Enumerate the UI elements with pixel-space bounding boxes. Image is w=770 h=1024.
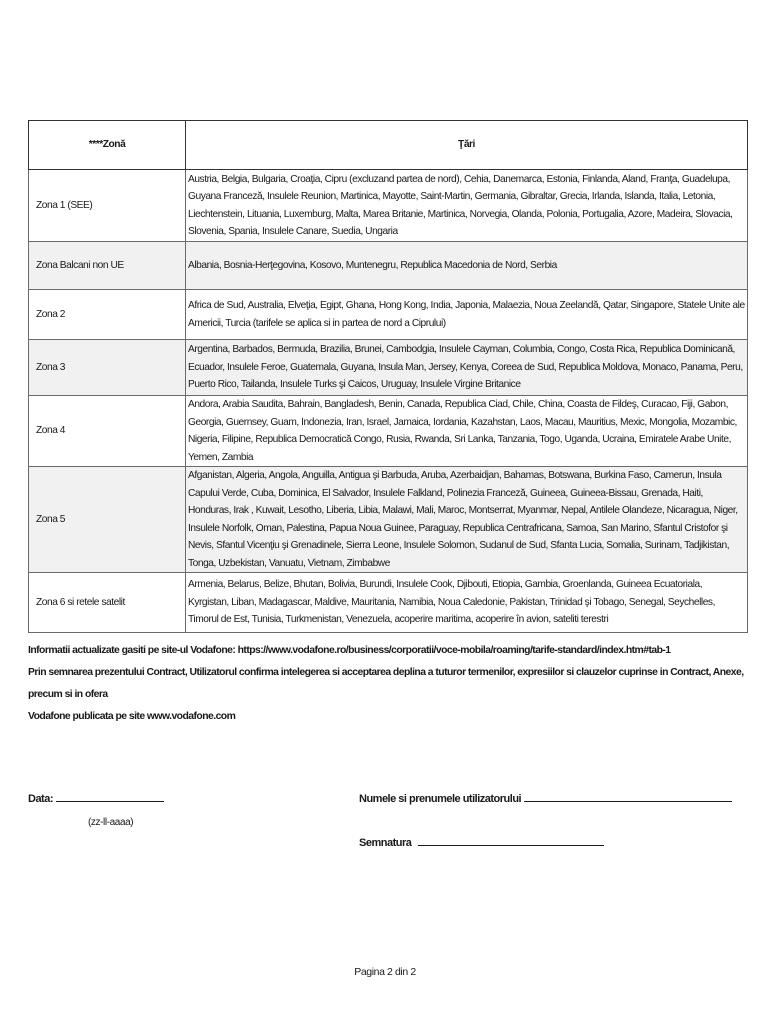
zone-cell: Zona 2 — [29, 290, 186, 340]
signature-field — [359, 836, 604, 849]
countries-cell: Andora, Arabia Saudita, Bahrain, Bangladesh, Benin, Canada, Republica Ciad, Chile, China, Coasta de Fildeş, Curacao, Fiji, Gabon, Georgia, Guernsey, Guam, Indonezia, Iran, Israel, Jamaica, Iordania, Kazahstan, Laos, Macau, Mauritius, Mexic, Mongolia, Mozambic, Nigeria, Filipine, Republica Democratică Congo, Rusia, Rwanda, Sri Lanka, Tanzania, Togo, Uganda, Ucraina, Emiratele Arabe Unite, Yemen, Zambia — [186, 396, 748, 467]
zone-cell: Zona 1 (SEE) — [29, 170, 186, 242]
roaming-zones-table — [28, 120, 748, 633]
date-line — [56, 792, 164, 802]
countries-cell: Armenia, Belarus, Belize, Bhutan, Bolivia, Burundi, Insulele Cook, Djibouti, Etiopia, Gambia, Groenlanda, Guineea Ecuatoriala, Kyrgistan, Liban, Madagascar, Maldive, Mauritania, Namibia, Noua Caledonie, Pakistan, Trinidad şi Tobago, Senegal, Seychelles, Timorul de Est, Tunisia, Turkmenistan, Venezuela, acoperire maritima, acoperire în avion, sateliti terestri — [186, 573, 748, 633]
zone-cell: Zona 5 — [29, 467, 186, 573]
info-line-consent: Prin semnarea prezentului Contract, Utilizatorul confirma intelegerea si acceptarea deplina a tuturor termenilor, expresiilor si clauzelor cuprinse in Contract, Anexe, precum si in ofera — [28, 667, 744, 700]
zone-cell: Zona 6 si retele satelit — [29, 573, 186, 633]
date-field — [28, 792, 164, 805]
table-header-row — [29, 121, 748, 170]
zone-cell: Zona 4 — [29, 396, 186, 467]
date-label: Data: — [28, 793, 54, 805]
table-row — [29, 170, 748, 242]
zone-cell: Zona 3 — [29, 340, 186, 396]
countries-cell: Austria, Belgia, Bulgaria, Croaţia, Cipru (excluzand partea de nord), Cehia, Danemarca, Estonia, Finlanda, Aland, Franţa, Guadelupa, Guyana Franceză, Insulele Reunion, Martinica, Mayotte, Saint-Martin, Germania, Gibraltar, Grecia, Irlanda, Islanda, Italia, Letonia, Liechtenstein, Lituania, Luxemburg, Malta, Marea Britanie, Martinica, Norvegia, Olanda, Polonia, Portugalia, Azore, Madeira, Slovacia, Slovenia, Spania, Insulele Canare, Suedia, Ungaria — [186, 170, 748, 242]
table-row — [29, 396, 748, 467]
name-label: Numele si prenumele utilizatorului — [359, 793, 522, 805]
zone-cell: Zona Balcani non UE — [29, 242, 186, 290]
name-field — [359, 792, 732, 805]
info-line-site: Vodafone publicata pe site www.vodafone.com — [28, 711, 236, 722]
zone-column-header: ****Zonă — [29, 121, 186, 170]
countries-cell: Albania, Bosnia-Herţegovina, Kosovo, Muntenegru, Republica Macedonia de Nord, Serbia — [186, 242, 748, 290]
countries-cell: Afganistan, Algeria, Angola, Anguilla, Antigua şi Barbuda, Aruba, Azerbaidjan, Bahamas, Botswana, Burkina Faso, Camerun, Insula Capului Verde, Cuba, Dominica, El Salvador, Insulele Falkland, Polinezia Franceză, Guineea, Guineea-Bissau, Grenada, Haiti, Honduras, Irak , Kuwait, Lesotho, Liberia, Libia, Malawi, Mali, Maroc, Montserrat, Myanmar, Nepal, Antilele Olandeze, Nicaragua, Niger, Insulele Norfolk, Oman, Palestina, Papua Noua Guinee, Paraguay, Republica Centrafricana, Samoa, San Marino, Sfantul Cristofor şi Nevis, Sfantul Vicenţiu şi Grenadinele, Sierra Leone, Insulele Solomon, Sudanul de Sud, Sfanta Lucia, Somalia, Surinam, Tadjikistan, Tonga, Uzbekistan, Vanuatu, Vietnam, Zimbabwe — [186, 467, 748, 573]
signature-label: Semnatura — [359, 837, 412, 849]
signature-line — [418, 836, 604, 846]
page-number: Pagina 2 din 2 — [354, 966, 416, 978]
info-line-url: Informatii actualizate gasiti pe site-ul Vodafone: https://www.vodafone.ro/business/corporatii/voce-mobila/roaming/tarife-standard/index.htm#tab-1 — [28, 645, 671, 656]
countries-column-header: Ţări — [186, 121, 748, 170]
table-row — [29, 290, 748, 340]
countries-cell: Argentina, Barbados, Bermuda, Brazilia, Brunei, Cambodgia, Insulele Cayman, Columbia, Congo, Costa Rica, Republica Dominicană, Ecuador, Insulele Feroe, Guatemala, Guyana, Insula Man, Jersey, Kenya, Coreea de Sud, Republica Moldova, Monaco, Panama, Peru, Puerto Rico, Tailanda, Insulele Turks şi Caicos, Uruguay, Insulele Virgine Britanice — [186, 340, 748, 396]
table-row — [29, 340, 748, 396]
name-line — [524, 792, 732, 802]
countries-cell: Africa de Sud, Australia, Elveţia, Egipt, Ghana, Hong Kong, India, Japonia, Malaezia, Noua Zeelandă, Qatar, Singapore, Statele Unite ale Americii, Turcia (tarifele se aplica si in partea de nord a Ciprului) — [186, 290, 748, 340]
date-format-hint: (zz-ll-aaaa) — [88, 817, 134, 828]
info-notice — [28, 640, 748, 728]
table-row — [29, 573, 748, 633]
table-row — [29, 242, 748, 290]
table-row — [29, 467, 748, 573]
